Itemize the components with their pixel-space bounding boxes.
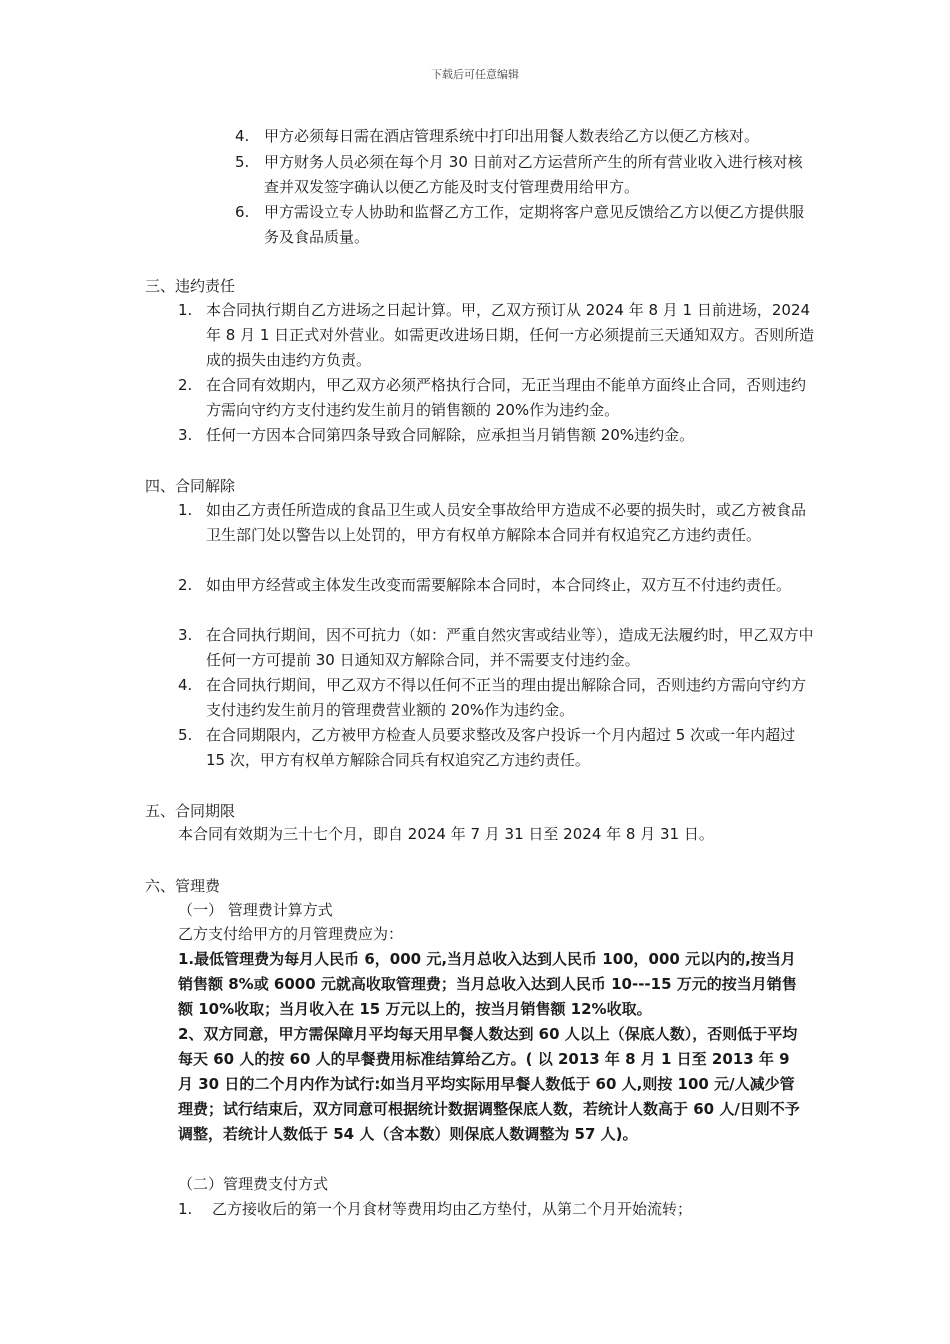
list-item [178, 373, 818, 423]
item-text: 如由乙方责任所造成的食品卫生或人员安全事故给甲方造成不必要的损失时，或乙方被食品卫生部门处以警告以上处罚的，甲方有权单方解除本合同并有权追究乙方违约责任。 [206, 501, 807, 544]
item-number: 1. [178, 301, 193, 319]
list-item [178, 423, 818, 448]
item-number: 4. [235, 127, 250, 145]
item-number: 5. [235, 153, 250, 171]
item-number: 2. [178, 376, 193, 394]
section-title: 五、合同期限 [145, 802, 236, 820]
item-text: 在合同有效期内，甲乙双方必须严格执行合同，无正当理由不能单方面终止合同，否则违约方需向守约方支付违约发生前月的销售额的 20%作为违约金。 [206, 376, 807, 419]
item-text: 乙方接收后的第一个月食材等费用均由乙方垫付，从第二个月开始流转； [212, 1200, 693, 1218]
item-number: 1. [178, 1200, 193, 1218]
list-item [235, 200, 815, 250]
item-number: 5. [178, 726, 193, 744]
item-text: 甲方财务人员必须在每个月 30 日前对乙方运营所产生的所有营业收入进行核对核查并双发签字确认以便乙方能及时支付管理费用给甲方。 [264, 153, 803, 196]
section-title: 四、合同解除 [145, 477, 236, 495]
item-text: 如由甲方经营或主体发生改变而需要解除本合同时，本合同终止，双方互不付违约责任。 [206, 576, 792, 594]
fee-intro: 乙方支付给甲方的月管理费应为： [178, 925, 404, 943]
list-item [178, 298, 818, 373]
list-item [178, 673, 818, 723]
list-item [235, 150, 815, 200]
fee-rule-2: 2、双方同意，甲方需保障月平均每天用早餐人数达到 60 人以上（保底人数），否则低于平均每天 60 人的按 60 人的早餐费用标准结算给乙方。( 以 2013 年 8 月 1 日至 2013 年 9 月 30 日的二个月内作为试行:如当月平均实际用早餐人数低于 60 人,则按 100 元/人减少管理费；试行结束后，双方同意可根据统计数据调整保底人数，若统计人数高于 60 人/日则不予调整，若统计人数低于 54 人（含本数）则保底人数调整为 57 人)。 [178, 1025, 800, 1143]
item-text: 在合同执行期间，因不可抗力（如：严重自然灾害或结业等），造成无法履约时，甲乙双方中任何一方可提前 30 日通知双方解除合同，并不需要支付违约金。 [206, 626, 814, 669]
page-header: 下载后可任意编辑 [431, 68, 519, 81]
list-item [178, 623, 818, 673]
list-item [178, 573, 818, 623]
list-item [178, 723, 818, 773]
item-text: 任何一方因本合同第四条导致合同解除，应承担当月销售额 20%违约金。 [206, 426, 695, 444]
item-text: 在合同执行期间，甲乙双方不得以任何不正当的理由提出解除合同，否则违约方需向守约方支付违约发生前月的管理费营业额的 20%作为违约金。 [206, 676, 807, 719]
term-text: 本合同有效期为三十七个月，即自 2024 年 7 月 31 日至 2024 年 8 月 31 日。 [178, 825, 714, 843]
subsection-title: （二）管理费支付方式 [178, 1175, 329, 1193]
item-number: 2. [178, 576, 193, 594]
fee-rule-1: 1.最低管理费为每月人民币 6，000 元,当月总收入达到人民币 100，000 元以内的,按当月销售额 8%或 6000 元就高收取管理费；当月总收入达到人民币 10---15 万元的按当月销售额 10%收取；当月收入在 15 万元以上的，按当月销售额 12%收取。 [178, 950, 797, 1018]
list-item [178, 1197, 818, 1222]
item-text: 甲方需设立专人协助和监督乙方工作，定期将客户意见反馈给乙方以便乙方提供服务及食品质量。 [264, 203, 805, 246]
section-title: 六、管理费 [145, 877, 221, 895]
list-item [235, 124, 815, 149]
list-item [178, 498, 818, 573]
section-title: 三、违约责任 [145, 277, 236, 295]
item-text: 在合同期限内，乙方被甲方检查人员要求整改及客户投诉一个月内超过 5 次或一年内超过 15 次，甲方有权单方解除合同兵有权追究乙方违约责任。 [206, 726, 796, 769]
item-text: 本合同执行期自乙方进场之日起计算。甲，乙双方预订从 2024 年 8 月 1 日前进场，2024 年 8 月 1 日正式对外营业。如需更改进场日期，任何一方必须提前三天通知双方。否则所造成的损失由违约方负责。 [206, 301, 815, 369]
item-number: 1. [178, 501, 193, 519]
item-number: 4. [178, 676, 193, 694]
subsection-title: （一） 管理费计算方式 [178, 901, 333, 919]
item-text: 甲方必须每日需在酒店管理系统中打印出用餐人数表给乙方以便乙方核对。 [264, 127, 760, 145]
item-number: 3. [178, 626, 193, 644]
item-number: 6. [235, 203, 250, 221]
item-number: 3. [178, 426, 193, 444]
